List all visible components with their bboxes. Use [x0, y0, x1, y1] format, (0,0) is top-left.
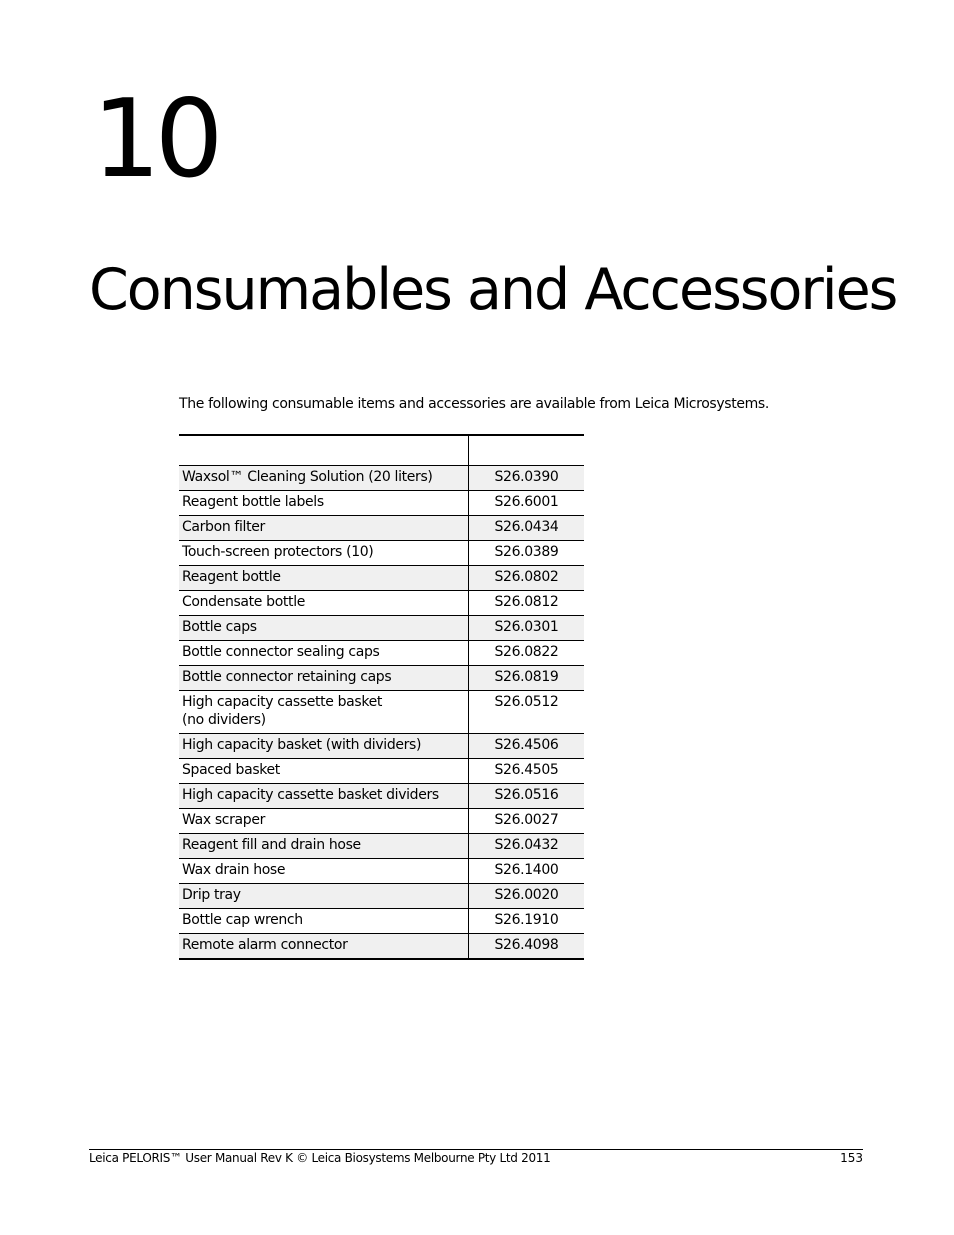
part-number: S26.0389	[469, 541, 585, 566]
item-description: Bottle caps	[179, 616, 469, 641]
item-description: Waxsol™ Cleaning Solution (20 liters)	[179, 466, 469, 491]
part-number: S26.4505	[469, 759, 585, 784]
table-row	[179, 884, 584, 909]
part-number: S26.0432	[469, 834, 585, 859]
chapter-number: 10	[92, 77, 218, 202]
part-number: S26.0822	[469, 641, 585, 666]
table-row	[179, 759, 584, 784]
table-row	[179, 734, 584, 759]
item-description: Reagent bottle labels	[179, 491, 469, 516]
table-row	[179, 834, 584, 859]
footer-divider	[89, 1149, 863, 1150]
item-description: Condensate bottle	[179, 591, 469, 616]
table-row	[179, 666, 584, 691]
part-number: S26.1400	[469, 859, 585, 884]
table-row	[179, 909, 584, 934]
item-description: Touch-screen protectors (10)	[179, 541, 469, 566]
table-row	[179, 566, 584, 591]
table-row	[179, 859, 584, 884]
table-row	[179, 934, 584, 960]
part-number: S26.0020	[469, 884, 585, 909]
item-description: Spaced basket	[179, 759, 469, 784]
table-row	[179, 491, 584, 516]
table-row	[179, 691, 584, 734]
part-number: S26.4098	[469, 934, 585, 960]
part-number: S26.0512	[469, 691, 585, 734]
item-description: Bottle connector retaining caps	[179, 666, 469, 691]
table-row	[179, 641, 584, 666]
part-number: S26.1910	[469, 909, 585, 934]
column-header-part-number	[469, 435, 585, 466]
table-row	[179, 516, 584, 541]
consumables-table	[179, 434, 584, 960]
part-number: S26.4506	[469, 734, 585, 759]
item-description: High capacity basket (with dividers)	[179, 734, 469, 759]
part-number: S26.0027	[469, 809, 585, 834]
part-number: S26.0516	[469, 784, 585, 809]
table-row	[179, 591, 584, 616]
item-description: Drip tray	[179, 884, 469, 909]
table-row	[179, 784, 584, 809]
table-row	[179, 466, 584, 491]
table-row	[179, 541, 584, 566]
chapter-title: Consumables and Accessories	[89, 257, 897, 323]
column-header-item	[179, 435, 469, 466]
item-description: Remote alarm connector	[179, 934, 469, 960]
item-description: Wax drain hose	[179, 859, 469, 884]
table-header-row	[179, 435, 584, 466]
table-body	[179, 466, 584, 960]
table-row	[179, 616, 584, 641]
part-number: S26.0819	[469, 666, 585, 691]
footer-copyright: Leica PELORIS™ User Manual Rev K © Leica Biosystems Melbourne Pty Ltd 2011	[89, 1151, 551, 1165]
item-description: High capacity cassette basket dividers	[179, 784, 469, 809]
part-number: S26.0301	[469, 616, 585, 641]
item-description: Reagent bottle	[179, 566, 469, 591]
part-number: S26.6001	[469, 491, 585, 516]
intro-text: The following consumable items and accessories are available from Leica Microsystems.	[179, 396, 769, 412]
item-description: Carbon filter	[179, 516, 469, 541]
part-number: S26.0434	[469, 516, 585, 541]
item-description: Bottle cap wrench	[179, 909, 469, 934]
part-number: S26.0390	[469, 466, 585, 491]
table-row	[179, 809, 584, 834]
item-description: High capacity cassette basket (no dividers)	[179, 691, 469, 734]
item-description: Wax scraper	[179, 809, 469, 834]
part-number: S26.0802	[469, 566, 585, 591]
part-number: S26.0812	[469, 591, 585, 616]
item-description: Bottle connector sealing caps	[179, 641, 469, 666]
item-description: Reagent fill and drain hose	[179, 834, 469, 859]
page-number: 153	[840, 1151, 863, 1165]
